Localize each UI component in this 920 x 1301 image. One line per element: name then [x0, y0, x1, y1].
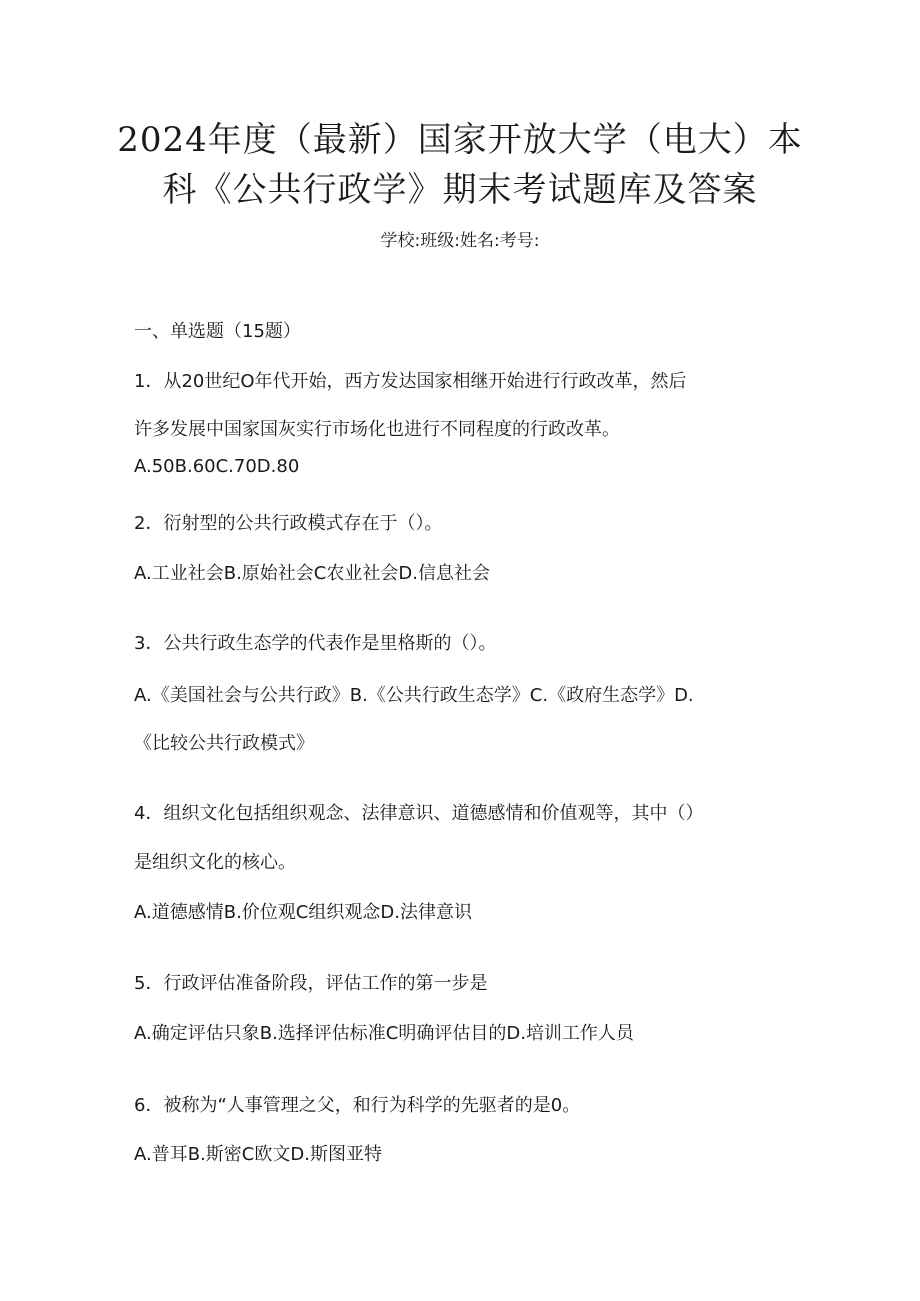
- question-4-text-line-1: 4．组织文化包括组织观念、法律意识、道德感情和价值观等，其中（）: [134, 803, 704, 824]
- document-title-line-2: 科《公共行政学》期末考试题库及答案: [162, 170, 758, 210]
- question-4-options: A.道德感情B.价位观C组织观念D.法律意识: [134, 902, 472, 923]
- document-title-line-1: 2024年度（最新）国家开放大学（电大）本: [117, 120, 803, 160]
- question-4-text-line-2: 是组织文化的核心。: [134, 852, 296, 873]
- question-6-text: 6．被称为“人事管理之父，和行为科学的先驱者的是0。: [134, 1095, 581, 1116]
- question-1-options: A.50B.60C.70D.80: [134, 456, 300, 477]
- question-3-options-line-2: 《比较公共行政模式》: [134, 733, 314, 754]
- question-6-options: A.普耳B.斯密C欧文D.斯图亚特: [134, 1144, 382, 1165]
- question-1-text-line-1: 1．从20世纪O年代开始，西方发达国家相继开始进行行政改革，然后: [134, 371, 687, 392]
- question-3-text: 3．公共行政生态学的代表作是里格斯的（）。: [134, 633, 497, 654]
- question-3-options-line-1: A.《美国社会与公共行政》B.《公共行政生态学》C.《政府生态学》D.: [134, 685, 694, 706]
- question-2-options: A.工业社会B.原始社会C农业社会D.信息社会: [134, 563, 490, 584]
- question-5-options: A.确定评估只象B.选择评估标准C明确评估目的D.培训工作人员: [134, 1023, 634, 1044]
- question-5-text: 5．行政评估准备阶段，评估工作的第一步是: [134, 973, 488, 994]
- section-heading: 一、单选题（15题）: [134, 321, 301, 342]
- question-2-text: 2．衍射型的公共行政模式存在于（）。: [134, 513, 443, 534]
- student-info-line: 学校:班级:姓名:考号:: [380, 231, 540, 251]
- question-1-text-line-2: 许多发展中国家国灰实行市场化也进行不同程度的行政改革。: [134, 419, 620, 440]
